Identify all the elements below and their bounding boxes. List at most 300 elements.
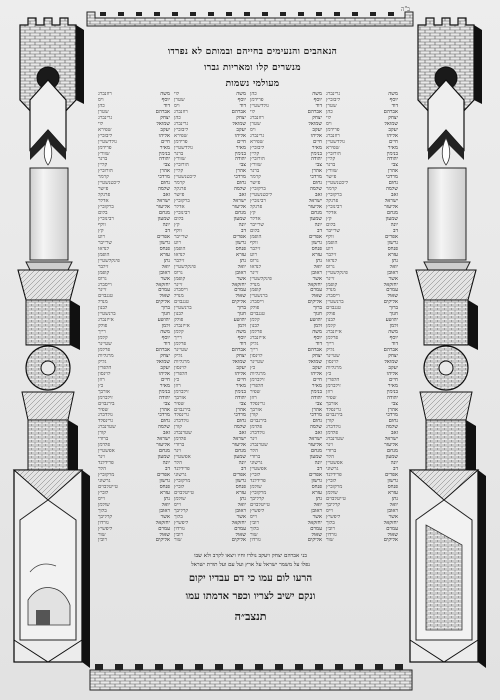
first-name: שלמה — [157, 425, 170, 431]
first-name: עמרם — [234, 526, 246, 532]
last-name: טייטלבוים — [326, 496, 346, 502]
last-name: הופמן — [326, 240, 338, 246]
first-name: מרדכי — [233, 175, 246, 181]
last-name: הלפרין — [174, 371, 188, 377]
first-name: דב — [241, 467, 246, 473]
first-name: יונה — [390, 461, 398, 467]
last-name: בירנבוים — [326, 413, 343, 419]
first-name: גרשון — [387, 478, 398, 484]
last-name: הלר — [174, 461, 182, 467]
first-name: ראובן — [159, 270, 170, 276]
first-name: נתן — [239, 258, 246, 264]
first-name: דוד — [163, 103, 170, 109]
header-line-2: מנשרים קלו ומאריות גברו — [204, 63, 301, 73]
last-name: וולף — [174, 228, 182, 234]
first-name: דב — [317, 228, 322, 234]
first-name: חיים — [312, 139, 322, 145]
first-name: ישראל — [384, 199, 398, 205]
first-name: אליקים — [307, 538, 322, 544]
first-name: מאיר — [387, 145, 398, 151]
last-name: שרייבר — [174, 234, 188, 240]
last-name: הופמן — [250, 234, 262, 240]
last-name: כהן — [250, 92, 257, 97]
last-name: רובין — [250, 520, 260, 526]
first-name: גרשון — [235, 240, 246, 246]
first-name: מרדכי — [309, 413, 322, 419]
first-name: שאול — [311, 532, 322, 538]
last-name: גורדון — [326, 532, 337, 538]
last-name: זייגר — [250, 270, 259, 276]
last-name: פינקלשטיין — [250, 276, 272, 282]
first-name: אליעזר — [308, 443, 322, 449]
first-name: משה — [388, 330, 398, 336]
first-name: נחום — [160, 419, 170, 425]
first-name: אליקים — [383, 300, 398, 306]
last-name: גרינפלד — [98, 419, 113, 425]
last-name: ברגר — [326, 163, 336, 169]
first-name: שמעון — [157, 455, 170, 461]
first-name: אברהם — [231, 347, 246, 353]
last-name: ברנשטיין — [250, 294, 268, 300]
last-name: גולדברג — [326, 425, 341, 431]
first-name: מנחם — [386, 211, 398, 217]
first-name: מנחם — [234, 211, 246, 217]
first-name: יוסף — [161, 97, 170, 103]
last-name: רוט — [326, 246, 334, 252]
first-name: אליעזר — [156, 443, 170, 449]
first-name: יעקב — [312, 365, 322, 371]
first-name: אשר — [236, 276, 246, 282]
first-name: יהודה — [310, 395, 322, 401]
first-name: יונה — [390, 222, 398, 228]
last-name: הלר — [250, 449, 258, 455]
last-name: ויס — [250, 127, 256, 133]
first-name: מנחם — [310, 449, 322, 455]
last-name: בלוך — [326, 520, 335, 526]
first-name: חנוך — [237, 312, 246, 318]
first-name: אליהו — [158, 133, 170, 139]
last-name: כץ — [174, 377, 180, 383]
first-name: דוד — [391, 342, 398, 348]
last-name: וינר — [98, 455, 105, 461]
first-name: נחום — [312, 181, 322, 187]
first-name: גרשון — [159, 240, 170, 246]
first-name: נחום — [388, 419, 398, 425]
names-column-2 — [250, 92, 322, 550]
last-name: פרידלנד — [326, 473, 342, 478]
last-name: גרוס — [98, 276, 107, 282]
last-name: שפירא — [98, 127, 112, 133]
first-name: אשר — [388, 514, 398, 520]
first-name: מאיר — [159, 145, 170, 151]
first-name: אליהו — [158, 371, 170, 377]
last-name: בלום — [174, 217, 184, 223]
first-name: אברהם — [307, 347, 322, 353]
names-column-1 — [326, 92, 398, 550]
last-name: ברקוביץ — [98, 205, 114, 211]
first-name: דוד — [315, 103, 322, 109]
last-name: רוט — [174, 240, 182, 246]
first-name: אברהם — [155, 347, 170, 353]
first-name: יהודה — [386, 157, 398, 163]
first-name: גרשון — [311, 240, 322, 246]
last-name: זילברמן — [174, 389, 189, 395]
last-name: ליפשיץ — [250, 508, 265, 514]
last-name: אורבך — [98, 389, 111, 395]
last-name: גרינפלד — [250, 401, 265, 407]
last-name: בירנבוים — [174, 407, 191, 413]
last-name: פרידמן — [98, 145, 112, 151]
first-name: אברהם — [307, 109, 322, 115]
last-name: לוביץ — [98, 490, 109, 496]
last-name: ליכטנשטיין — [98, 181, 120, 187]
last-name: מרקוביץ — [98, 473, 115, 478]
list-item — [326, 538, 398, 544]
first-name: עזרא — [387, 252, 398, 258]
last-name: בירנבוים — [250, 419, 267, 425]
last-name: רוזנברג — [98, 92, 112, 97]
last-name: ברנשטיין — [98, 312, 116, 318]
last-name: ליכטנשטיין — [174, 175, 196, 181]
last-name: רוזנברג — [250, 115, 264, 121]
last-name: שטרן — [250, 121, 261, 127]
first-name: שמעון — [233, 455, 246, 461]
first-name: דב — [317, 467, 322, 473]
last-name: זילבר — [250, 246, 261, 252]
first-name: אפרים — [233, 234, 246, 240]
last-name: פרנקל — [326, 199, 339, 205]
last-name: פרידמן — [250, 97, 264, 103]
first-name: אהרן — [160, 407, 170, 413]
first-name: משה — [312, 330, 322, 336]
last-name: הלר — [326, 455, 334, 461]
last-name: לנדאו — [174, 252, 186, 258]
first-name: פנחס — [387, 484, 398, 490]
last-name: פלדמן — [98, 443, 111, 449]
last-name: שור — [326, 538, 334, 544]
first-name: זאב — [390, 431, 398, 437]
list-item — [250, 538, 322, 544]
last-name: פישר — [98, 187, 109, 193]
first-name: חיים — [160, 139, 170, 145]
first-name: דב — [241, 228, 246, 234]
first-name: יהושע — [233, 318, 246, 324]
first-name: שמואל — [232, 359, 246, 365]
first-name: מאיר — [235, 145, 246, 151]
first-name: ראובן — [159, 508, 170, 514]
first-name: אפרים — [385, 234, 398, 240]
last-name: קופמן — [326, 282, 338, 288]
first-name: אשר — [160, 514, 170, 520]
first-name: יונה — [238, 461, 246, 467]
first-name: אליעזר — [232, 443, 246, 449]
first-name: ישראל — [232, 199, 246, 205]
last-name: ברודי — [326, 449, 337, 455]
first-name: יונה — [238, 222, 246, 228]
first-name: זלמן — [313, 324, 322, 330]
last-name: לוי — [326, 115, 332, 121]
first-name: יעקב — [388, 365, 398, 371]
last-name: רבינוביץ — [98, 217, 114, 223]
last-name: שור — [174, 538, 182, 544]
last-name: אייזנברג — [98, 318, 114, 324]
first-name: גרשון — [387, 240, 398, 246]
last-name: פרנקל — [98, 193, 111, 199]
last-name: וייסברג — [98, 282, 112, 288]
last-name: בלום — [98, 211, 108, 217]
first-name: מנחם — [158, 449, 170, 455]
first-name: יחזקאל — [155, 520, 170, 526]
first-name: אפרים — [385, 473, 398, 478]
first-name: אהרן — [236, 169, 246, 175]
last-name: לנדאו — [326, 258, 338, 264]
first-name: זאב — [162, 193, 170, 199]
first-name: יעקב — [236, 127, 246, 133]
last-name: גרוס — [326, 264, 335, 270]
last-name: רוזן — [250, 395, 257, 401]
last-name: גרוס — [174, 270, 183, 276]
first-name: בנימין — [158, 389, 170, 395]
footer-small-line-2: נפלו על משמר ישראל על ארץ ועל עם ועל תורת ישראל — [191, 562, 310, 568]
first-name: חיים — [160, 377, 170, 383]
first-name: יהושע — [309, 318, 322, 324]
last-name: כץ — [98, 383, 104, 389]
last-name: רוזנברג — [174, 109, 188, 115]
last-name: רוזן — [174, 383, 181, 389]
last-name: קץ — [326, 217, 332, 223]
last-name: פולק — [326, 312, 336, 318]
last-name: קץ — [98, 228, 104, 234]
last-name: קרמר — [174, 181, 185, 187]
first-name: ראובן — [387, 270, 398, 276]
last-name: הלר — [98, 467, 106, 473]
first-name: מרדכי — [309, 175, 322, 181]
first-name: יואל — [313, 264, 322, 270]
last-name: שרייבר — [326, 228, 340, 234]
last-name: וייסברג — [250, 300, 264, 306]
last-name: גרינפלד — [174, 413, 189, 419]
first-name: יוסף — [389, 336, 398, 342]
last-name: שוורץ — [326, 169, 338, 175]
first-name: עמרם — [158, 288, 170, 294]
first-name: ישראל — [156, 437, 170, 443]
first-name: בנימין — [234, 151, 246, 157]
last-name: ברקוביץ — [326, 193, 342, 199]
first-name: יעקב — [236, 365, 246, 371]
last-name: הורוביץ — [326, 151, 341, 157]
last-name: שור — [250, 532, 258, 538]
corner-mark: ב"ה — [400, 6, 410, 13]
first-name: עמרם — [386, 526, 398, 532]
last-name: אפשטיין — [98, 449, 115, 455]
last-name: וייס — [250, 514, 257, 520]
last-name: שפיר — [326, 395, 337, 401]
last-name: גולדברג — [250, 431, 265, 437]
last-name: ליפשיץ — [174, 520, 189, 526]
last-name: בירנבוים — [98, 401, 115, 407]
first-name: אברהם — [383, 347, 398, 353]
last-name: שטרן — [326, 103, 337, 109]
last-name: גרשוני — [326, 467, 339, 473]
first-name: נחום — [236, 181, 246, 187]
last-name: פרנקל — [250, 205, 263, 211]
first-name: צבי — [391, 401, 398, 407]
last-name: טייטלבוים — [250, 502, 270, 508]
first-name: מרדכי — [157, 175, 170, 181]
last-name: וולף — [98, 222, 106, 228]
last-name: אייזנברג — [174, 324, 190, 330]
last-name: ליבוביץ — [174, 127, 189, 133]
last-name: קופמן — [98, 270, 110, 276]
first-name: דוד — [315, 342, 322, 348]
first-name: יצחק — [236, 115, 246, 121]
last-name: מרגליות — [250, 371, 266, 377]
last-name: קרמר — [98, 175, 109, 181]
first-name: שאול — [387, 532, 398, 538]
last-name: רוזן — [326, 389, 333, 395]
last-name: שור — [98, 532, 106, 538]
last-name: שטיינר — [250, 359, 264, 365]
first-name: אפרים — [233, 473, 246, 478]
first-name: אליקים — [231, 538, 246, 544]
first-name: אשר — [236, 514, 246, 520]
last-name: שטרן — [98, 109, 109, 115]
first-name: מנחם — [234, 449, 246, 455]
first-name: ברוך — [237, 306, 246, 312]
first-name: נחום — [160, 181, 170, 187]
footer-closing: תנצב״ה — [234, 610, 267, 623]
last-name: קליין — [250, 151, 260, 157]
first-name: יונה — [162, 222, 170, 228]
last-name: וולף — [250, 240, 258, 246]
first-name: אליעזר — [156, 205, 170, 211]
first-name: חיים — [236, 139, 246, 145]
first-name: יוסף — [237, 97, 246, 103]
last-name: לוינסון — [250, 353, 263, 359]
first-name: עזרא — [235, 252, 246, 258]
footer-verse-line-2: ונקם ישיב לצריו וכפר אדמתו עמו — [185, 591, 316, 602]
last-name: אדלר — [98, 199, 109, 205]
last-name: פישר — [174, 193, 185, 199]
last-name: פלדמן — [174, 437, 187, 443]
last-name: קלמן — [98, 336, 108, 342]
first-name: אהרן — [312, 169, 322, 175]
first-name: אברהם — [383, 109, 398, 115]
first-name: ראובן — [235, 508, 246, 514]
last-name: לוינסון — [174, 365, 187, 371]
last-name: אורבך — [326, 401, 339, 407]
first-name: יצחק — [160, 115, 170, 121]
first-name: מאיר — [235, 383, 246, 389]
last-name: שטרנברג — [174, 431, 192, 437]
first-name: יחזקאל — [155, 282, 170, 288]
first-name: ראובן — [311, 508, 322, 514]
first-name: אשר — [160, 276, 170, 282]
last-name: שטרנברג — [326, 437, 344, 443]
first-name: עמרם — [310, 288, 322, 294]
first-name: ברוך — [161, 306, 170, 312]
last-name: טייטלבוים — [98, 484, 118, 490]
first-name: אליהו — [386, 371, 398, 377]
last-name: שרייבר — [250, 222, 264, 228]
first-name: יוסף — [237, 336, 246, 342]
last-name: שולמן — [250, 484, 262, 490]
first-name: ישראל — [308, 437, 322, 443]
first-name: אפרים — [157, 234, 170, 240]
first-name: זאב — [390, 193, 398, 199]
first-name: יואל — [389, 502, 398, 508]
first-name: אליעזר — [384, 205, 398, 211]
first-name: אליקים — [307, 300, 322, 306]
first-name: בנימין — [386, 151, 398, 157]
last-name: ברגר — [250, 169, 260, 175]
first-name: שמעון — [385, 455, 398, 461]
first-name: יהודה — [386, 395, 398, 401]
first-name: ישראל — [384, 437, 398, 443]
first-name: יונה — [314, 461, 322, 467]
first-name: מרדכי — [385, 175, 398, 181]
names-column-4 — [98, 92, 170, 550]
first-name: פנחס — [387, 246, 398, 252]
last-name: פלדמן — [326, 431, 339, 437]
last-name: לוביץ — [326, 478, 337, 484]
last-name: פרידמן — [326, 127, 340, 133]
first-name: יעקב — [160, 365, 170, 371]
first-name: ישראל — [156, 199, 170, 205]
first-name: אהרן — [312, 407, 322, 413]
last-name: ויס — [174, 103, 180, 109]
last-name: בלוך — [174, 514, 183, 520]
last-name: טננבוים — [250, 312, 265, 318]
last-name: ליכטנשטיין — [250, 193, 272, 199]
last-name: שוורץ — [174, 157, 186, 163]
first-name: יואל — [161, 502, 170, 508]
first-name: חנוך — [313, 312, 322, 318]
first-name: עזרא — [387, 490, 398, 496]
first-name: ישראל — [232, 437, 246, 443]
last-name: פינקלשטיין — [326, 270, 348, 276]
first-name: יחזקאל — [307, 282, 322, 288]
last-name: רבינוביץ — [326, 205, 342, 211]
first-name: אהרן — [160, 169, 170, 175]
last-name: ברגר — [98, 157, 108, 163]
first-name: שלמה — [309, 187, 322, 193]
first-name: דוד — [391, 103, 398, 109]
last-name: וולף — [326, 234, 334, 240]
last-name: לוי — [174, 92, 180, 97]
last-name: פרידלנד — [174, 467, 190, 473]
footer — [118, 552, 383, 626]
last-name: ברגר — [174, 151, 184, 157]
first-name: נתן — [391, 496, 398, 502]
first-name: עזרא — [311, 490, 322, 496]
first-name: חנוך — [389, 312, 398, 318]
last-name: בלוך — [250, 526, 259, 532]
last-name: טייטלבוים — [174, 490, 194, 496]
last-name: זייגר — [174, 282, 183, 288]
first-name: יהודה — [310, 157, 322, 163]
footer-small-line-1: בני אברהם יצחק ויעקב נולדו וחיו ויצאו לקרב ולא שבו — [194, 553, 307, 559]
list-item — [98, 538, 170, 544]
first-name: יעקב — [160, 127, 170, 133]
first-name: עזרא — [159, 490, 170, 496]
last-name: רובין — [98, 538, 108, 544]
last-name: הלפרין — [326, 377, 340, 383]
last-name: שפיר — [250, 389, 261, 395]
last-name: קרליבך — [326, 502, 341, 508]
last-name: מרגליות — [98, 353, 114, 359]
last-name: זילבר — [98, 264, 109, 270]
